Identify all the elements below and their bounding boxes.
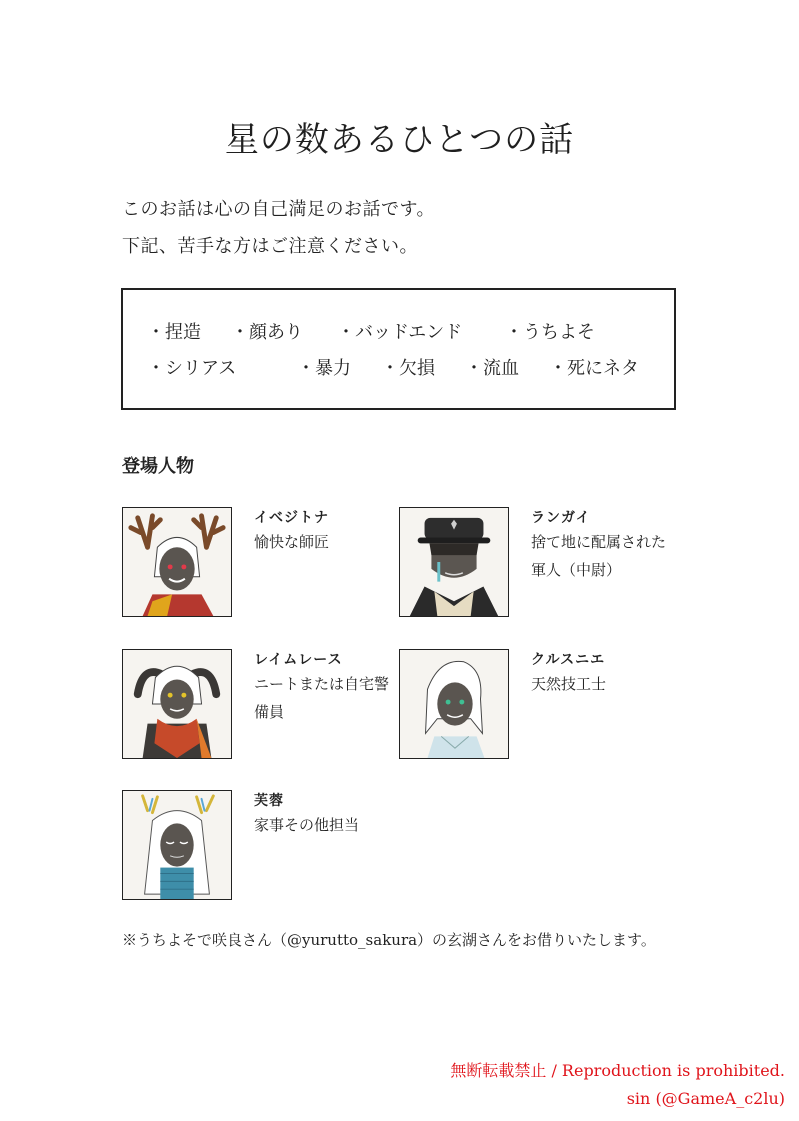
character-portrait-fuyou: [122, 790, 232, 900]
warning-item: ・顔あり: [231, 322, 303, 343]
character-portrait-kurusunie: [399, 649, 509, 759]
warning-item: ・捏造: [147, 322, 201, 343]
author-credit: sin (@GameA_c2lu): [626, 1089, 785, 1108]
character-desc: 捨て地に配属された軍人（中尉）: [531, 533, 667, 579]
intro-line-2: 下記、苦手な方はご注意ください。: [122, 236, 418, 257]
character-desc: ニートまたは自宅警備員: [254, 675, 390, 721]
warning-item: ・バッドエンド: [337, 322, 463, 343]
character-desc: 愉快な師匠: [254, 533, 330, 551]
warning-item: ・うちよそ: [505, 322, 595, 343]
character-name: クルスニエ: [531, 652, 606, 668]
warning-row-2: [147, 354, 639, 380]
character-name: レイムレース: [254, 652, 343, 668]
intro-line-1: このお話は心の自己満足のお話です。: [122, 199, 436, 220]
character-portrait-rangai: [399, 507, 509, 617]
warning-item: ・死にネタ: [549, 358, 639, 379]
character-name: 芙蓉: [254, 793, 284, 809]
character-name: イベジトナ: [254, 510, 329, 526]
character-portrait-ibejitona: [122, 507, 232, 617]
characters-heading: 登場人物: [122, 456, 194, 477]
character-portrait-reimuresu: [122, 649, 232, 759]
content-warning-box: [121, 288, 676, 410]
warning-item: ・欠損: [381, 358, 435, 379]
warning-item: ・暴力: [297, 358, 351, 379]
warning-row-1: [147, 318, 595, 344]
warning-item: ・流血: [465, 358, 519, 379]
page-title: 星の数あるひとつの話: [224, 120, 575, 160]
character-desc: 家事その他担当: [254, 816, 360, 834]
credit-note: ※うちよそで咲良さん（@yurutto_sakura）の玄湖さんをお借りいたします。: [122, 931, 656, 949]
character-desc: 天然技工士: [531, 675, 607, 693]
copyright-notice: 無断転載禁止 / Reproduction is prohibited.: [450, 1061, 785, 1080]
character-name: ランガイ: [531, 510, 591, 526]
warning-item: ・シリアス: [147, 358, 237, 379]
